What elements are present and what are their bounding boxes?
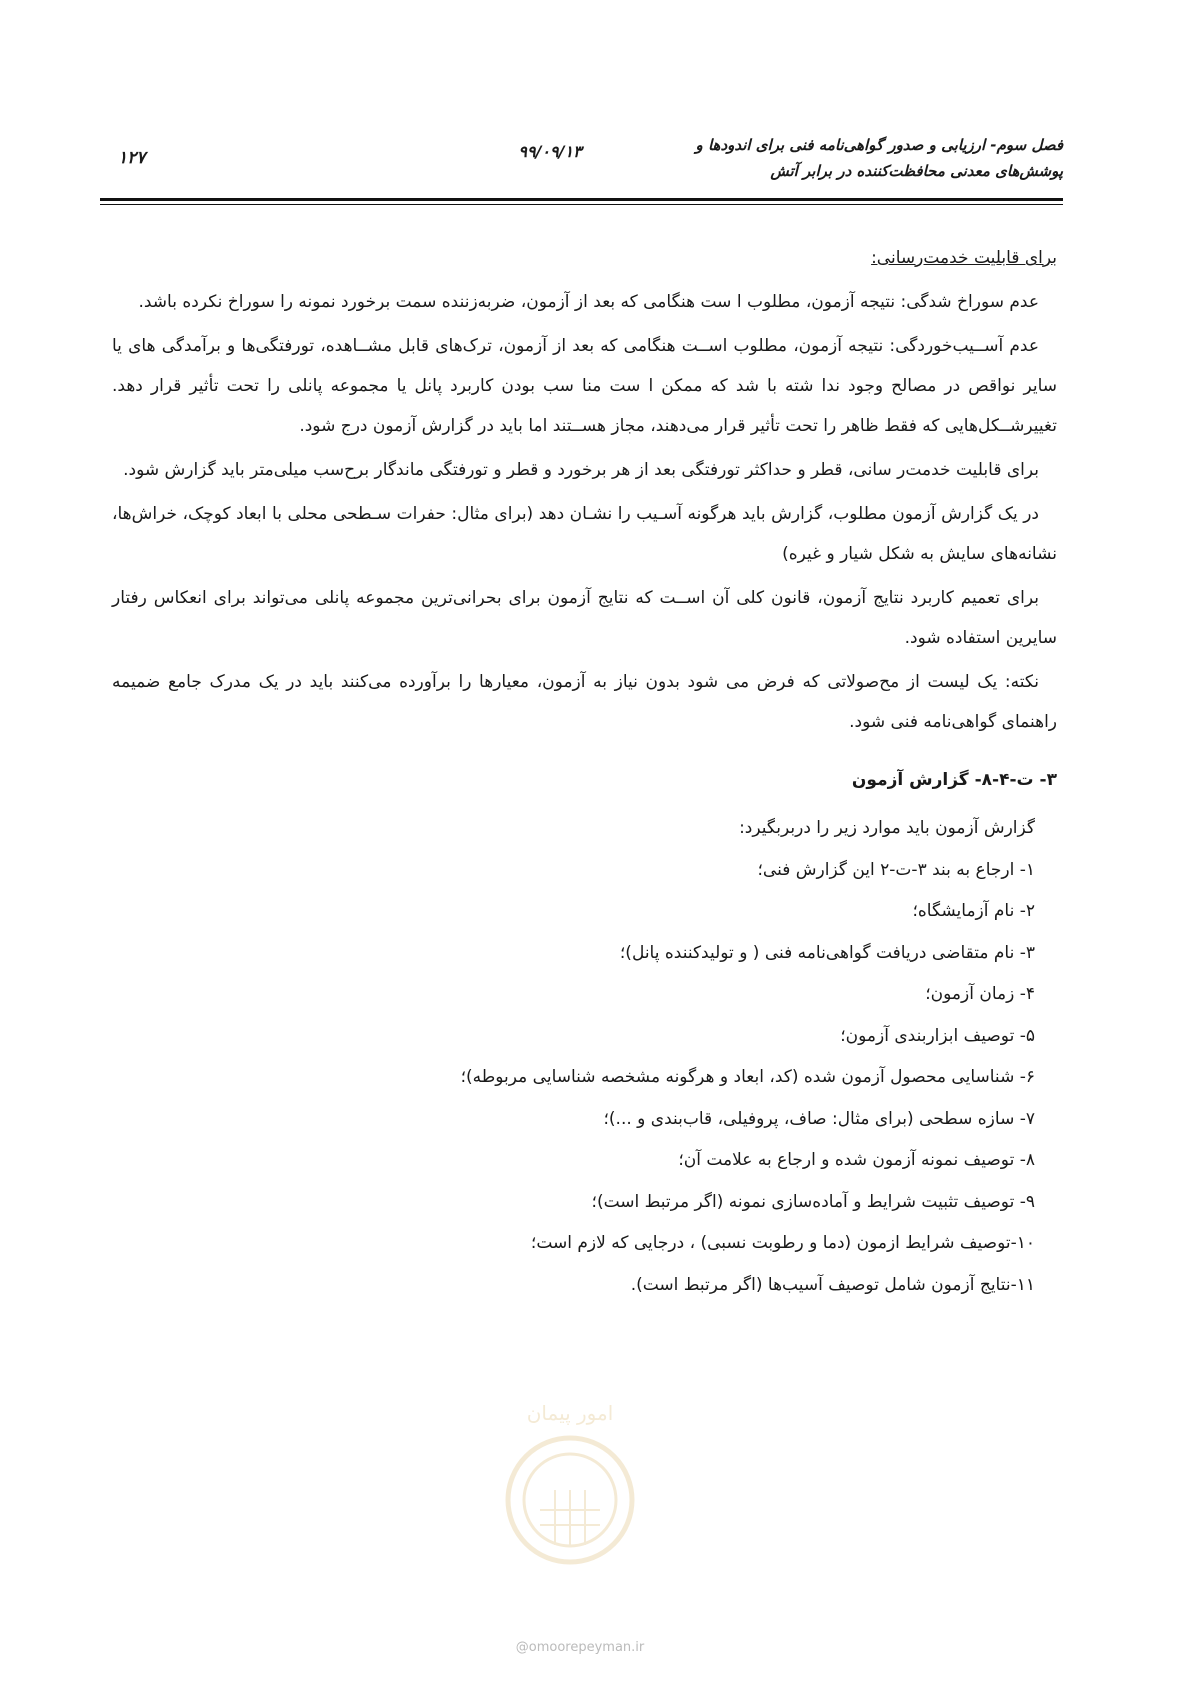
paragraph-serviceability-report: برای قابلیت خدمت‌ر سانی، قطر و حداکثر تورفتگی بعد از هر برخورد و قطر و تورفتگی ماندگار برح‌سب میلی‌متر باید گزارش شود. (123, 460, 1039, 480)
chapter-title-line1: فصل سوم- ارزیابی و صدور گواهی‌نامه فنی برای اندودها و (695, 136, 1063, 154)
report-items-list (112, 808, 1057, 1306)
serviceability-heading: برای قابلیت خدمت‌رسانی: (871, 248, 1057, 268)
list-item: ۱۰-توصیف شرایط ازمون (دما و رطوبت نسبی) ، درجایی که لازم است؛ (530, 1233, 1035, 1253)
page-number: ۱۲۷ (118, 148, 146, 168)
watermark-url: @omoorepeyman.ir (515, 1640, 645, 1655)
section-heading: ۳- ت-۴-۸- گزارش آزمون (851, 770, 1057, 790)
list-item: ۸- توصیف نمونه آزمون شده و ارجاع به علامت آن؛ (678, 1150, 1035, 1170)
paragraph-note: نکته: یک لیست از مح‌صولاتی که فرض می شود بدون نیاز به آزمون، معیارها را برآورده می‌کنند باید در یک مدرک جامع ضمیمه راهنمای گواهی‌نامه فنی شود. (112, 672, 1057, 732)
list-item: ۹- توصیف تثبیت شرایط و آماده‌سازی نمونه (اگر مرتبط است)؛ (591, 1191, 1035, 1212)
chapter-title-line2: پوشش‌های معدنی محافظت‌کننده در برابر آتش (770, 162, 1063, 180)
header-rule-thin (100, 204, 1063, 205)
list-item: ۶- شناسایی محصول آزمون شده (کد، ابعاد و هرگونه مشخصه شناسایی مربوطه)؛ (460, 1067, 1035, 1087)
watermark-stamp-icon (500, 1380, 640, 1580)
paragraph-generalization: برای تعمیم کاربرد نتایج آزمون، قانون کلی آن اســت که نتایج آزمون برای بحرانی‌ترین مجموعه پانلی می‌تواند برای انعکاس رفتار سایرین استفاده شود. (112, 588, 1057, 648)
stamp-text: امور پیمان (526, 1401, 614, 1425)
list-item: ۴- زمان آزمون؛ (925, 984, 1035, 1004)
header-rule-thick (100, 198, 1063, 201)
list-item: ۵- توصیف ابزاربندی آزمون؛ (840, 1025, 1035, 1046)
list-item: ۷- سازه سطحی (برای مثال: صاف، پروفیلی، قاب‌بندی و ...)؛ (603, 1108, 1035, 1129)
header-date: ۹۹/۰۹/۱۳ (518, 142, 582, 161)
list-item: ۲- نام آزمایشگاه؛ (912, 901, 1035, 921)
paragraph-no-damage: عدم آســیب‌خوردگی: نتیجه آزمون، مطلوب اســت هنگامی که بعد از آزمون، ترک‌های قابل مشــاهده، تورفتگی‌ها و برآمدگی‌ های یا سایر نواقص در مصالح وجود ندا شته با شد که ممکن ا ست منا سب بودن کاربرد پانل یا مجموعه پانلی را تحت تأثیر قرار دهد. تغییرشــکل‌هایی که فقط ظاهر را تحت تأثیر قرار می‌دهند، مجاز هســتند اما باید در گزارش آزمون درج شود. (112, 336, 1057, 436)
chapter-title (643, 132, 1063, 184)
page-body (112, 238, 1057, 1306)
list-item: ۱- ارجاع به بند ۳-ت-۲ این گزارش فنی؛ (757, 859, 1035, 880)
list-item: ۱۱-نتایج آزمون شامل توصیف آسیب‌ها (اگر مرتبط است). (630, 1274, 1035, 1295)
list-intro: گزارش آزمون باید موارد زیر را دربربگیرد: (739, 818, 1035, 838)
paragraph-damage-report: در یک گزارش آزمون مطلوب، گزارش باید هرگونه آسـیب را نشـان دهد (برای مثال: حفرات سـطحی محلی با ابعاد کوچک، خراش‌ها، نشانه‌های سایش به شکل شیار و غیره) (112, 504, 1057, 564)
list-item: ۳- نام متقاضی دریافت گواهی‌نامه فنی ( و تولیدکننده پانل)؛ (619, 942, 1035, 963)
paragraph-no-perforation: عدم سوراخ شدگی: نتیجه آزمون، مطلوب ا ست هنگامی که بعد از آزمون، ضربه‌زننده سمت برخورد نمونه را سوراخ نکرده باشد. (138, 292, 1039, 312)
page-header (100, 118, 1063, 202)
